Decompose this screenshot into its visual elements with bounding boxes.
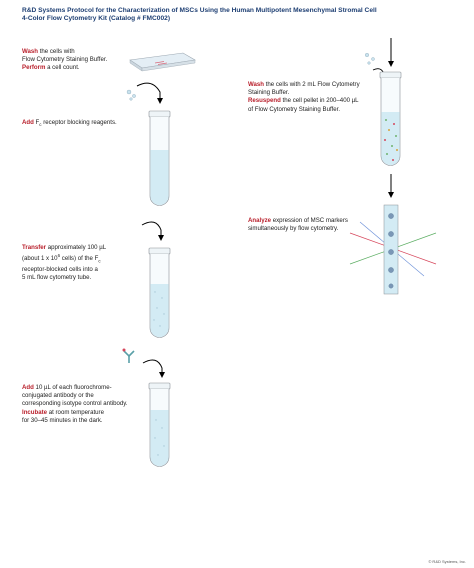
flow-arrow — [143, 360, 162, 377]
buffer-drops-icon — [365, 53, 374, 64]
test-tube-stained-cells — [380, 72, 401, 166]
step-verb: Wash — [248, 81, 265, 88]
step-text: at room temperature — [47, 408, 104, 416]
step-text: conjugated antibody or the — [22, 392, 94, 400]
step-text-subscript: c — [39, 122, 42, 128]
step-text: for 30–45 minutes in the dark. — [22, 416, 103, 424]
step-verb: Wash — [22, 48, 39, 55]
step-verb: Incubate — [22, 408, 48, 416]
step-text: simultaneously by flow cytometry. — [248, 225, 339, 233]
step-text: 5 mL flow cytometry tube. — [22, 273, 92, 281]
step-text-subscript: c — [98, 258, 101, 264]
step-verb: Transfer — [22, 244, 47, 251]
flow-cytometer-channel — [350, 205, 436, 294]
step-text: the cells with — [38, 48, 75, 55]
step-text: the cells with 2 mL Flow Cytometry — [264, 81, 360, 88]
step-text: receptor blocking reagents. — [41, 119, 117, 126]
flow-arrow — [137, 83, 160, 103]
step-text: of Flow Cytometry Staining Buffer. — [248, 105, 341, 113]
copyright-notice: © R&D Systems, Inc. — [428, 559, 466, 564]
step-text: 10 µL of each fluorochrome- — [33, 384, 112, 391]
test-tube-1 — [149, 111, 170, 206]
step-text: Flow Cytometry Staining Buffer. — [22, 56, 108, 64]
antibody-icon — [123, 349, 135, 364]
step-text-superscript: 6 — [57, 253, 61, 259]
title-line-2: 4-Color Flow Cytometry Kit (Catalog # FMC002) — [22, 15, 171, 23]
step-text: F — [33, 119, 40, 126]
step-text: Staining Buffer. — [248, 89, 290, 97]
step-text: approximately 100 µL — [46, 244, 107, 251]
step-text: the cell pellet in 200–400 µL — [280, 97, 359, 105]
step-text: cells) of the F — [60, 255, 99, 263]
title-line-1: R&D Systems Protocol for the Characterization of MSCs Using the Human Multipotent Mesenchymal Stromal Cell — [22, 7, 377, 14]
counting-slide-icon — [130, 53, 195, 71]
flow-arrow — [142, 222, 161, 240]
step-verb: Perform — [22, 64, 46, 72]
reagent-drops-icon — [127, 90, 136, 100]
step-text: corresponding isotype control antibody. — [22, 400, 128, 408]
test-tube-3 — [149, 383, 170, 467]
step-verb: Analyze — [248, 217, 272, 224]
step-text: expression of MSC markers — [271, 217, 348, 224]
step-verb: Resuspend — [248, 97, 281, 105]
step-verb: Add — [22, 119, 34, 126]
step-verb: Add — [22, 384, 34, 391]
step-text: a cell count. — [45, 64, 80, 72]
step-text: (about 1 x 10 — [22, 255, 58, 263]
step-text: receptor-blocked cells into a — [22, 265, 98, 273]
test-tube-2 — [149, 248, 170, 338]
